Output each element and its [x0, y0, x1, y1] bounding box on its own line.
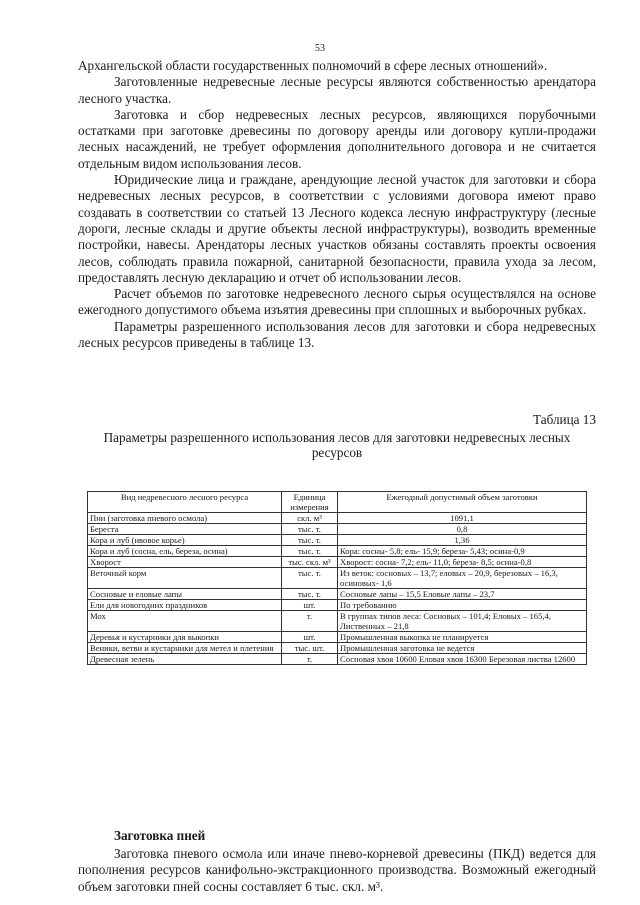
unit-cell: шт. [282, 632, 338, 643]
parameters-table [87, 491, 587, 665]
unit-cell: тыс. т. [282, 535, 338, 546]
volume-cell: В группах типов леса: Сосновых – 101,4; Еловых – 165,4, Лиственных – 21,8 [338, 611, 587, 632]
resource-cell: Кора и луб (сосна, ель, береза, осина) [88, 546, 282, 557]
volume-cell: Промышленная выкопка не планируется [338, 632, 587, 643]
table-label: Таблица 13 [533, 412, 596, 427]
paragraph: Заготовка пневого осмола или иначе пнево-корневой древесины (ПКД) ведется для пополнения ресурсов канифольно-экстракционного производства. Возможный ежегодный объем заготовки пней сосны составляет 6 тыс. скл. м³. [78, 846, 596, 894]
page-number: 53 [315, 43, 325, 54]
table-row [88, 643, 587, 654]
volume-cell: По требованию [338, 600, 587, 611]
unit-cell: тыс. т. [282, 568, 338, 589]
table-row [88, 654, 587, 665]
unit-cell: тыс. т. [282, 589, 338, 600]
table-title: Параметры разрешенного использования лесов для заготовки недревесных лесных ресурсов [103, 430, 571, 460]
header-annual-volume: Ежегодный допустимый объем заготовки [338, 492, 587, 513]
unit-cell: шт. [282, 600, 338, 611]
paragraph: Параметры разрешенного использования лесов для заготовки и сбора недревесных лесных ресурсов приведены в таблице 13. [78, 318, 596, 351]
resource-cell: Мох [88, 611, 282, 632]
unit-cell: т. [282, 611, 338, 632]
table-row [88, 611, 587, 632]
unit-cell: тыс. скл. м³ [282, 557, 338, 568]
paragraph: Заготовленные недревесные лесные ресурсы являются собственностью арендатора лесного участка. [78, 74, 596, 106]
section-text [78, 846, 596, 895]
table-row [88, 632, 587, 643]
unit-cell: тыс. шт. [282, 643, 338, 654]
resource-cell: Сосновые и еловые лапы [88, 589, 282, 600]
volume-cell: Кора: сосны- 5,8; ель- 15,9; береза- 5,43; осина-0,9 [338, 546, 587, 557]
resource-cell: Береста [88, 524, 282, 535]
volume-cell: Промышленная заготовка не ведется [338, 643, 587, 654]
table-row [88, 600, 587, 611]
unit-cell: т. [282, 654, 338, 665]
table-row [88, 546, 587, 557]
resource-cell: Кора и луб (ивовое корье) [88, 535, 282, 546]
volume-cell: 1,36 [338, 535, 587, 546]
table-row [88, 568, 587, 589]
paragraph: Расчет объемов по заготовке недревесного лесного сырья осуществлялся на основе ежегодного допустимого объема изъятия древесины при сплошных и выборочных рубках. [78, 286, 596, 318]
paragraph: Заготовка и сбор недревесных лесных ресурсов, являющихся порубочными остатками при заготовке древесины по договору аренды или договору купли-продажи лесных насаждений, не требует оформления дополнительного договора и не считается отдельным видом использования лесов. [78, 106, 596, 171]
volume-cell: Хворост: сосна- 7,2; ель- 11,0; береза- 8,5; осина-0,8 [338, 557, 587, 568]
header-resource-type: Вид недревесного лесного ресурса [88, 492, 282, 513]
table-row [88, 589, 587, 600]
table-row [88, 513, 587, 524]
intro-text [78, 58, 596, 351]
header-unit: Единица измерения [282, 492, 338, 513]
resource-cell: Ели для новогодних праздников [88, 600, 282, 611]
section-heading: Заготовка пней [114, 828, 206, 843]
unit-cell: тыс. т. [282, 546, 338, 557]
table-row [88, 535, 587, 546]
resource-cell: Веточный корм [88, 568, 282, 589]
unit-cell: скл. м³ [282, 513, 338, 524]
table-header-row [88, 492, 587, 513]
paragraph: Архангельской области государственных полномочий в сфере лесных отношений». [78, 58, 548, 73]
resource-cell: Древесная зелень [88, 654, 282, 665]
volume-cell: 0,8 [338, 524, 587, 535]
volume-cell: 1091,1 [338, 513, 587, 524]
unit-cell: тыс. т. [282, 524, 338, 535]
table-row [88, 524, 587, 535]
paragraph: Юридические лица и граждане, арендующие лесной участок для заготовки и сбора недревесных лесных ресурсов, в соответствии с условиями договора имеют право создавать в соответствии со статьей 13 Лесного кодекса лесную инфраструктуру (лесные дороги, лесные склады и другие объекты лесной инфраструктуры), возводить временные постройки, навесы. Арендаторы лесных участков обязаны составлять проекты освоения лесов, соблюдать правила пожарной, санитарной безопасности, правила ухода за лесом, предоставлять лесную декларацию и отчет об использовании лесов. [78, 172, 596, 285]
volume-cell: Сосновые лапы – 15,5 Еловые лапы – 23,7 [338, 589, 587, 600]
resource-cell: Деревья и кустарники для выкопки [88, 632, 282, 643]
volume-cell: Сосновая хвоя 10600 Еловая хвоя 16300 Березовая листва 12600 [338, 654, 587, 665]
resource-cell: Пни (заготовка пневого осмола) [88, 513, 282, 524]
resource-cell: Хворост [88, 557, 282, 568]
volume-cell: Из веток: сосновых – 13,7; еловых – 20,9, березовых – 16,3, осиновых- 1,6 [338, 568, 587, 589]
resource-cell: Веники, ветви и кустарники для метел и плетения [88, 643, 282, 654]
table-row [88, 557, 587, 568]
